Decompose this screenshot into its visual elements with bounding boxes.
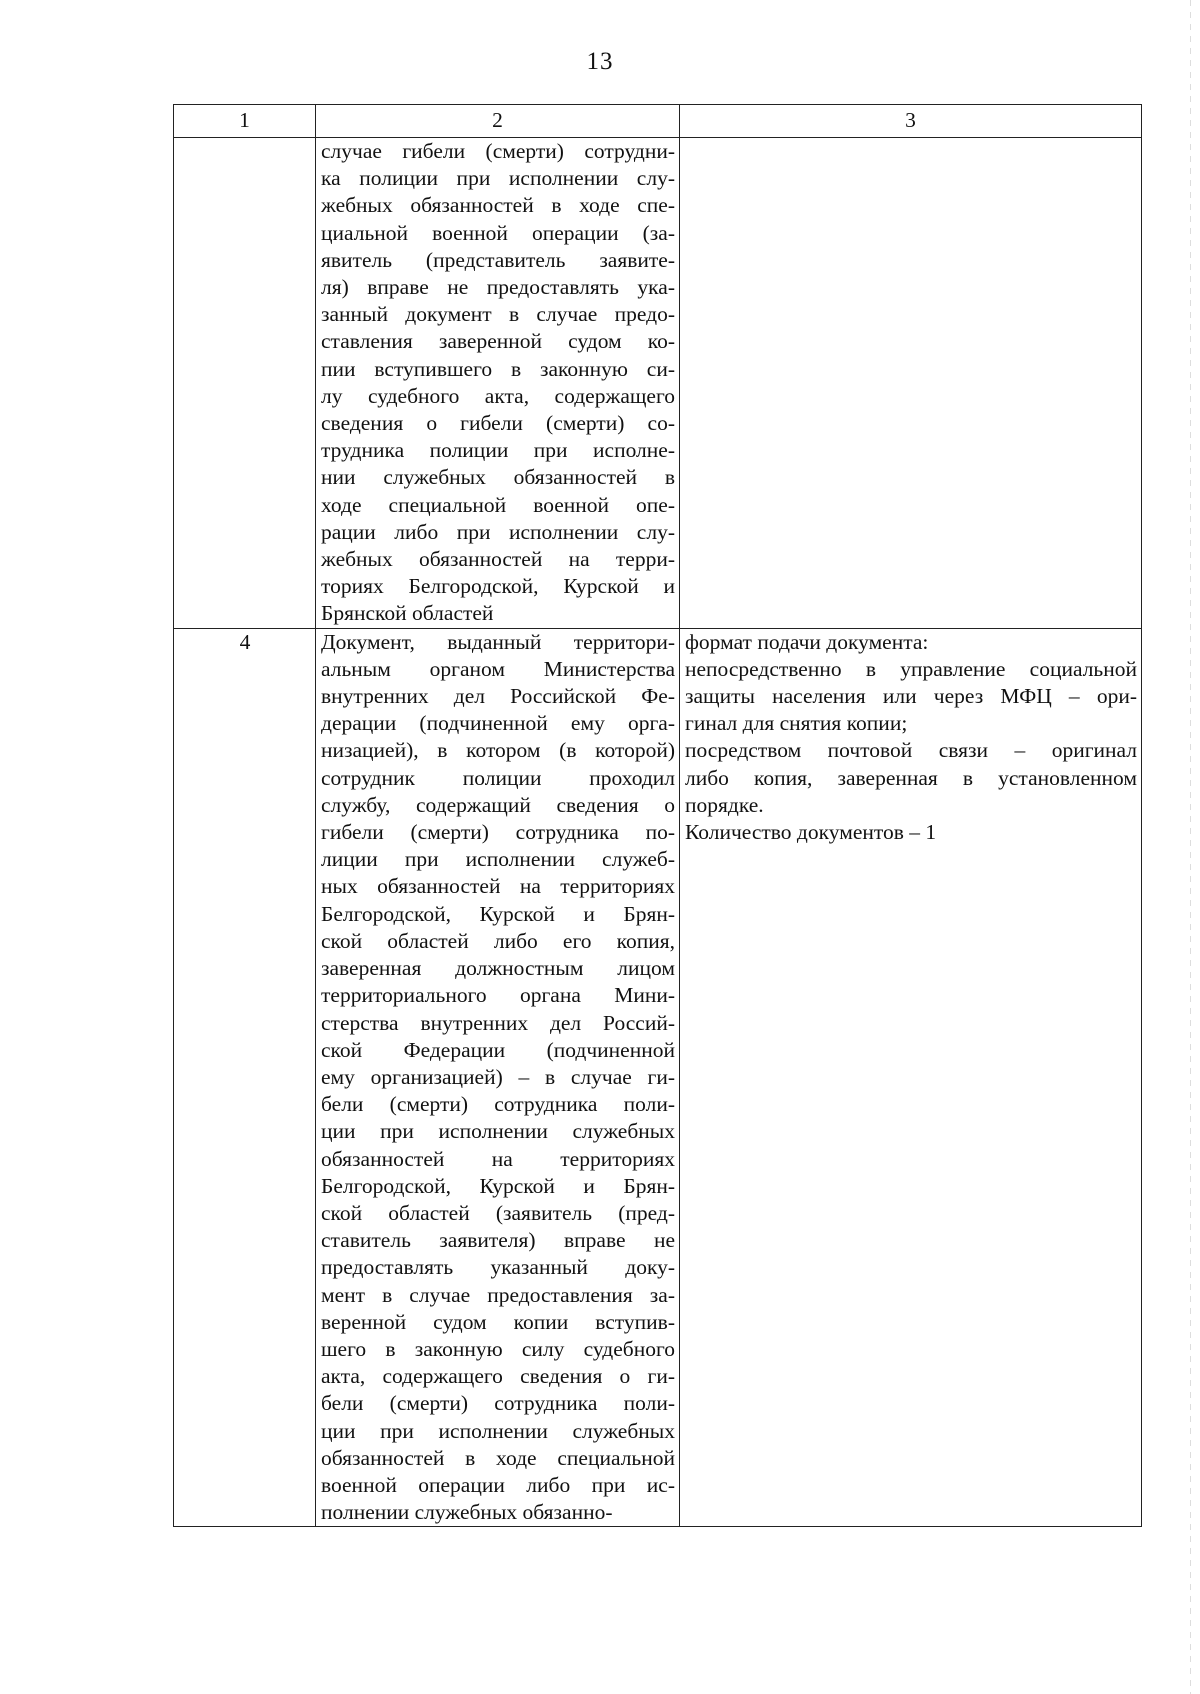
row-number-cell: [174, 138, 316, 629]
text-line: акта, содержащего сведения о ги-: [321, 1364, 675, 1389]
table-header: [174, 105, 1142, 138]
text-line: ходе специальной военной опе-: [321, 492, 675, 517]
text-line: Количество документов – 1: [685, 820, 937, 845]
document-description-cell: [316, 138, 680, 629]
text-line: сотрудник полиции проходил: [321, 765, 675, 790]
text-line: формат подачи документа:: [685, 629, 929, 654]
text-line: полнении служебных обязанно-: [321, 1500, 613, 1525]
text-line: ставления заверенной судом ко-: [321, 329, 675, 354]
text-line: лу судебного акта, содержащего: [321, 383, 675, 408]
text-line: ции при исполнении служебных: [321, 1418, 675, 1443]
table-row: [174, 628, 1142, 1527]
text-line: защиты населения или через МФЦ – ори-: [685, 684, 1137, 709]
text-line: циальной военной операции (за-: [321, 220, 675, 245]
text-line: Белгородской, Курской и Брян-: [321, 1173, 675, 1198]
text-line: явитель (представитель заявите-: [321, 247, 675, 272]
text-line: ему организацией) – в случае ги-: [321, 1064, 675, 1089]
column-header-1: 1: [174, 105, 316, 138]
table-row: [174, 138, 1142, 629]
text-line: ля) вправе не предоставлять ука-: [321, 275, 675, 300]
text-line: территориального органа Мини-: [321, 983, 675, 1008]
text-line: ской областей (заявитель (пред-: [321, 1200, 675, 1225]
scan-edge-mark: [1190, 0, 1191, 1694]
text-line: Белгородской, Курской и Брян-: [321, 901, 675, 926]
text-line: Документ, выданный территори-: [321, 629, 675, 654]
page-number: 13: [586, 48, 614, 75]
text-line: низацией), в котором (в которой): [321, 738, 675, 763]
column-header-3: 3: [680, 105, 1142, 138]
text-line: пии вступившего в законную си-: [321, 356, 675, 381]
text-line: непосредственно в управление социальной: [685, 656, 1137, 681]
text-line: мент в случае предоставления за-: [321, 1282, 675, 1307]
text-line: посредством почтовой связи – оригинал: [685, 738, 1137, 763]
text-line: обязанностей на территориях: [321, 1146, 675, 1171]
text-line: гинал для снятия копии;: [685, 711, 908, 736]
text-line: ской Федерации (подчиненной: [321, 1037, 675, 1062]
text-line: дерации (подчиненной ему орга-: [321, 711, 675, 736]
submission-format-cell: [680, 628, 1142, 1527]
text-line: бели (смерти) сотрудника поли-: [321, 1391, 675, 1416]
text-line: предоставлять указанный доку-: [321, 1255, 675, 1280]
text-line: ториях Белгородской, Курской и: [321, 574, 675, 599]
text-line: Брянской областей: [321, 601, 494, 626]
text-line: внутренних дел Российской Фе-: [321, 684, 675, 709]
text-line: гибели (смерти) сотрудника по-: [321, 820, 675, 845]
text-line: ской областей либо его копия,: [321, 928, 675, 953]
text-line: жебных обязанностей на терри-: [321, 547, 675, 572]
column-header-2: 2: [316, 105, 680, 138]
row-number-cell: 4: [174, 628, 316, 1527]
text-line: веренной судом копии вступив-: [321, 1309, 675, 1334]
text-line: случае гибели (смерти) сотрудни-: [321, 139, 675, 163]
document-description-cell: [316, 628, 680, 1527]
text-line: ка полиции при исполнении слу-: [321, 166, 675, 191]
documents-table: [173, 104, 1142, 1527]
submission-format-cell: [680, 138, 1142, 629]
text-line: службу, содержащий сведения о: [321, 792, 675, 817]
text-line: нии служебных обязанностей в: [321, 465, 675, 490]
text-line: либо копия, заверенная в установленном: [685, 765, 1137, 790]
text-line: стерства внутренних дел Россий-: [321, 1010, 675, 1035]
text-line: порядке.: [685, 792, 764, 817]
text-line: ции при исполнении служебных: [321, 1119, 675, 1144]
text-line: лиции при исполнении служеб-: [321, 847, 675, 872]
text-line: трудника полиции при исполне-: [321, 438, 675, 463]
text-line: занный документ в случае предо-: [321, 302, 675, 327]
text-line: сведения о гибели (смерти) со-: [321, 411, 675, 436]
text-line: военной операции либо при ис-: [321, 1472, 675, 1497]
text-line: шего в законную силу судебного: [321, 1336, 675, 1361]
text-line: ставитель заявителя) вправе не: [321, 1228, 675, 1253]
text-line: ных обязанностей на территориях: [321, 874, 675, 899]
text-line: рации либо при исполнении слу-: [321, 519, 675, 544]
text-line: жебных обязанностей в ходе спе-: [321, 193, 675, 218]
header-row: [174, 105, 1142, 138]
text-line: альным органом Министерства: [321, 656, 675, 681]
text-line: заверенная должностным лицом: [321, 956, 675, 981]
text-line: обязанностей в ходе специальной: [321, 1445, 675, 1470]
text-line: бели (смерти) сотрудника поли-: [321, 1092, 675, 1117]
